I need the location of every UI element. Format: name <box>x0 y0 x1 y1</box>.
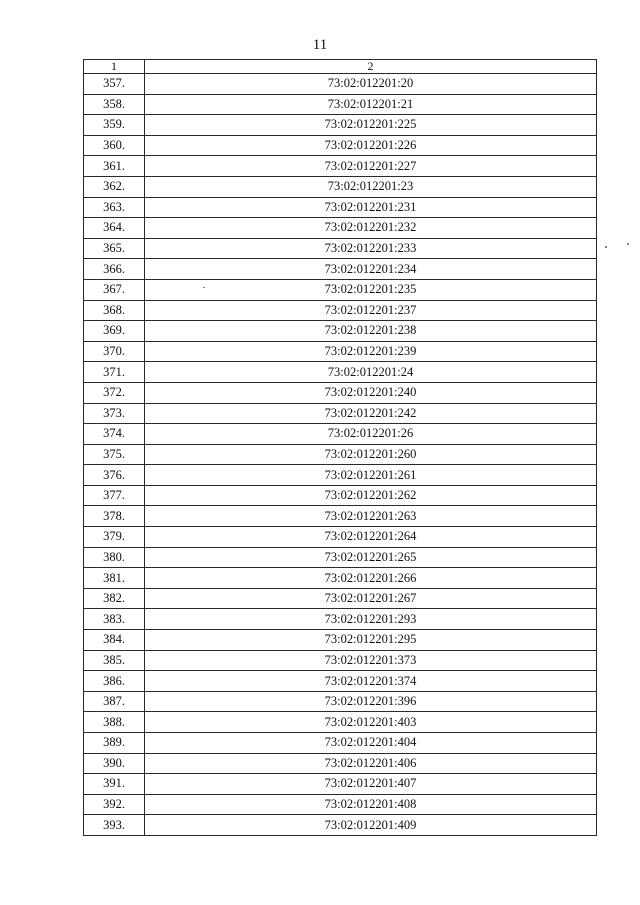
table-row <box>84 94 597 115</box>
table-row <box>84 197 597 218</box>
table-row <box>84 403 597 424</box>
row-number-cell: 364. <box>84 218 145 239</box>
table-row <box>84 424 597 445</box>
row-number-cell: 393. <box>84 815 145 836</box>
cadastral-number-cell: 73:02:012201:295 <box>145 630 597 651</box>
cadastral-number-cell: 73:02:012201:242 <box>145 403 597 424</box>
table-row <box>84 733 597 754</box>
row-number-cell: 369. <box>84 321 145 342</box>
cadastral-number-cell: 73:02:012201:373 <box>145 650 597 671</box>
cadastral-number-cell: 73:02:012201:20 <box>145 74 597 95</box>
cadastral-number-cell: 73:02:012201:264 <box>145 527 597 548</box>
table-row <box>84 712 597 733</box>
row-number-cell: 372. <box>84 382 145 403</box>
scan-speck <box>627 243 629 245</box>
cadastral-number-cell: 73:02:012201:239 <box>145 341 597 362</box>
column-header-number: 1 <box>84 60 145 74</box>
cadastral-number-cell: 73:02:012201:267 <box>145 588 597 609</box>
row-number-cell: 384. <box>84 630 145 651</box>
cadastral-number-cell: 73:02:012201:406 <box>145 753 597 774</box>
table-row <box>84 176 597 197</box>
table-header-row <box>84 60 597 74</box>
scan-speck <box>203 287 205 288</box>
table-row <box>84 444 597 465</box>
table-row <box>84 218 597 239</box>
cadastral-number-cell: 73:02:012201:266 <box>145 568 597 589</box>
row-number-cell: 360. <box>84 135 145 156</box>
scan-speck <box>605 246 607 248</box>
cadastral-number-cell: 73:02:012201:225 <box>145 115 597 136</box>
cadastral-number-cell: 73:02:012201:374 <box>145 671 597 692</box>
row-number-cell: 387. <box>84 691 145 712</box>
cadastral-number-cell: 73:02:012201:238 <box>145 321 597 342</box>
row-number-cell: 382. <box>84 588 145 609</box>
cadastral-number-cell: 73:02:012201:235 <box>145 279 597 300</box>
row-number-cell: 377. <box>84 485 145 506</box>
table-row <box>84 609 597 630</box>
table-row <box>84 382 597 403</box>
table-row <box>84 485 597 506</box>
cadastral-number-cell: 73:02:012201:261 <box>145 465 597 486</box>
table-row <box>84 465 597 486</box>
column-header-code: 2 <box>145 60 597 74</box>
cadastral-number-cell: 73:02:012201:231 <box>145 197 597 218</box>
page-number: 11 <box>312 37 328 53</box>
cadastral-number-cell: 73:02:012201:226 <box>145 135 597 156</box>
row-number-cell: 358. <box>84 94 145 115</box>
table-row <box>84 300 597 321</box>
table-row <box>84 156 597 177</box>
table-row <box>84 341 597 362</box>
cadastral-number-cell: 73:02:012201:240 <box>145 382 597 403</box>
cadastral-number-cell: 73:02:012201:21 <box>145 94 597 115</box>
row-number-cell: 370. <box>84 341 145 362</box>
cadastral-number-cell: 73:02:012201:408 <box>145 794 597 815</box>
row-number-cell: 375. <box>84 444 145 465</box>
cadastral-number-cell: 73:02:012201:227 <box>145 156 597 177</box>
row-number-cell: 368. <box>84 300 145 321</box>
row-number-cell: 378. <box>84 506 145 527</box>
table-row <box>84 630 597 651</box>
row-number-cell: 359. <box>84 115 145 136</box>
row-number-cell: 363. <box>84 197 145 218</box>
cadastral-number-cell: 73:02:012201:234 <box>145 259 597 280</box>
table-row <box>84 691 597 712</box>
cadastral-number-cell: 73:02:012201:404 <box>145 733 597 754</box>
table-row <box>84 774 597 795</box>
table-row <box>84 259 597 280</box>
row-number-cell: 371. <box>84 362 145 383</box>
table-row <box>84 794 597 815</box>
table-row <box>84 506 597 527</box>
row-number-cell: 386. <box>84 671 145 692</box>
table-row <box>84 815 597 836</box>
row-number-cell: 361. <box>84 156 145 177</box>
row-number-cell: 374. <box>84 424 145 445</box>
table-row <box>84 527 597 548</box>
cadastral-number-cell: 73:02:012201:396 <box>145 691 597 712</box>
row-number-cell: 388. <box>84 712 145 733</box>
table-row <box>84 588 597 609</box>
row-number-cell: 383. <box>84 609 145 630</box>
table-row <box>84 650 597 671</box>
row-number-cell: 366. <box>84 259 145 280</box>
cadastral-number-cell: 73:02:012201:262 <box>145 485 597 506</box>
table-row <box>84 321 597 342</box>
cadastral-number-cell: 73:02:012201:260 <box>145 444 597 465</box>
table-body <box>84 74 597 836</box>
row-number-cell: 390. <box>84 753 145 774</box>
cadastral-number-cell: 73:02:012201:293 <box>145 609 597 630</box>
cadastral-number-cell: 73:02:012201:23 <box>145 176 597 197</box>
cadastral-number-cell: 73:02:012201:263 <box>145 506 597 527</box>
cadastral-number-cell: 73:02:012201:237 <box>145 300 597 321</box>
row-number-cell: 376. <box>84 465 145 486</box>
table-row <box>84 238 597 259</box>
row-number-cell: 379. <box>84 527 145 548</box>
cadastral-number-cell: 73:02:012201:407 <box>145 774 597 795</box>
table-row <box>84 547 597 568</box>
table-row <box>84 279 597 300</box>
table-row <box>84 74 597 95</box>
row-number-cell: 391. <box>84 774 145 795</box>
cadastral-number-cell: 73:02:012201:403 <box>145 712 597 733</box>
cadastral-number-table <box>83 59 597 836</box>
cadastral-number-cell: 73:02:012201:409 <box>145 815 597 836</box>
table-row <box>84 362 597 383</box>
cadastral-number-cell: 73:02:012201:233 <box>145 238 597 259</box>
cadastral-number-cell: 73:02:012201:24 <box>145 362 597 383</box>
cadastral-number-cell: 73:02:012201:232 <box>145 218 597 239</box>
row-number-cell: 357. <box>84 74 145 95</box>
table-row <box>84 135 597 156</box>
cadastral-number-cell: 73:02:012201:265 <box>145 547 597 568</box>
row-number-cell: 362. <box>84 176 145 197</box>
row-number-cell: 365. <box>84 238 145 259</box>
table-row <box>84 115 597 136</box>
row-number-cell: 380. <box>84 547 145 568</box>
table-row <box>84 753 597 774</box>
cadastral-number-cell: 73:02:012201:26 <box>145 424 597 445</box>
row-number-cell: 389. <box>84 733 145 754</box>
table-row <box>84 671 597 692</box>
row-number-cell: 373. <box>84 403 145 424</box>
row-number-cell: 385. <box>84 650 145 671</box>
table-row <box>84 568 597 589</box>
row-number-cell: 367. <box>84 279 145 300</box>
row-number-cell: 392. <box>84 794 145 815</box>
row-number-cell: 381. <box>84 568 145 589</box>
